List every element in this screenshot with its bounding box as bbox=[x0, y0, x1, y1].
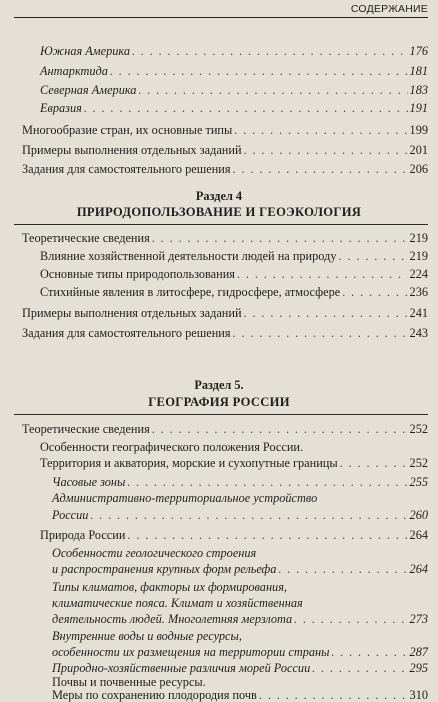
toc-entry: Влияние хозяйственной деятельности людей на природу . . . 219 bbox=[40, 250, 428, 263]
toc-entry-line: Особенности геологического строения bbox=[52, 546, 257, 560]
toc-entry: деятельность людей. Многолетняя мерзлота . . . 273 bbox=[52, 613, 428, 626]
toc-entry: Меры по сохранению плодородия почв . . . 310 bbox=[52, 689, 428, 702]
toc-entry: Северная Америка . . . 183 bbox=[40, 84, 428, 97]
toc-entry: Теоретические сведения . . . 252 bbox=[22, 423, 428, 436]
toc-entry: Природа России . . . 264 bbox=[40, 529, 428, 542]
header-rule bbox=[14, 17, 428, 18]
section-4-label: Раздел 4 bbox=[195, 189, 243, 203]
toc-entry: Примеры выполнения отдельных заданий . . . 201 bbox=[22, 144, 428, 157]
toc-entry-line: Внутренние воды и водные ресурсы, bbox=[52, 629, 242, 643]
toc-entry: России . . . 260 bbox=[52, 509, 428, 522]
toc-entry: Евразия . . . 191 bbox=[40, 102, 428, 115]
toc-entry: Основные типы природопользования . . . 224 bbox=[40, 268, 428, 281]
toc-entry: Стихийные явления в литосфере, гидросфере, атмосфере . . . 236 bbox=[40, 286, 428, 299]
section-4-title: ПРИРОДОПОЛЬЗОВАНИЕ И ГЕОЭКОЛОГИЯ bbox=[76, 205, 362, 219]
toc-entry: Примеры выполнения отдельных заданий . . . 241 bbox=[22, 307, 428, 320]
toc-entry-line: Особенности географического положения России. bbox=[40, 440, 304, 454]
toc-entry: Часовые зоны . . . 255 bbox=[52, 476, 428, 489]
toc-entry: особенности их размещения на территории страны . . . 287 bbox=[52, 646, 428, 659]
section-5-title: ГЕОГРАФИЯ РОССИИ bbox=[148, 395, 290, 409]
toc-entry: Антарктида . . . 181 bbox=[40, 65, 428, 78]
toc-entry: Задания для самостоятельного решения . . . 243 bbox=[22, 327, 428, 340]
section-5-rule bbox=[14, 414, 428, 415]
toc-entry-line: Типы климатов, факторы их формирования, bbox=[52, 580, 287, 594]
section-5-label: Раздел 5. bbox=[194, 378, 244, 392]
toc-entry: Территория и акватория, морские и сухопутные границы . . . 252 bbox=[40, 457, 428, 470]
toc-entry: Теоретические сведения . . . 219 bbox=[22, 232, 428, 245]
toc-entry-line: Административно-территориальное устройство bbox=[52, 491, 318, 505]
section-4-rule bbox=[14, 224, 428, 225]
toc-entry: Природно-хозяйственные различия морей России . . . 295 bbox=[52, 662, 428, 675]
page-header bbox=[0, 0, 438, 18]
toc-entry: Южная Америка . . . 176 bbox=[40, 45, 428, 58]
toc-entry-line: Почвы и почвенные ресурсы. bbox=[52, 675, 206, 689]
toc-entry-line: климатические пояса. Климат и хозяйственная bbox=[52, 596, 303, 610]
running-head: СОДЕРЖАНИЕ bbox=[350, 3, 428, 15]
toc-entry: Задания для самостоятельного решения . . . 206 bbox=[22, 163, 428, 176]
toc-entry: Многообразие стран, их основные типы . . . 199 bbox=[22, 124, 428, 137]
toc-entry: и распространения крупных форм рельефа . . . 264 bbox=[52, 563, 428, 576]
